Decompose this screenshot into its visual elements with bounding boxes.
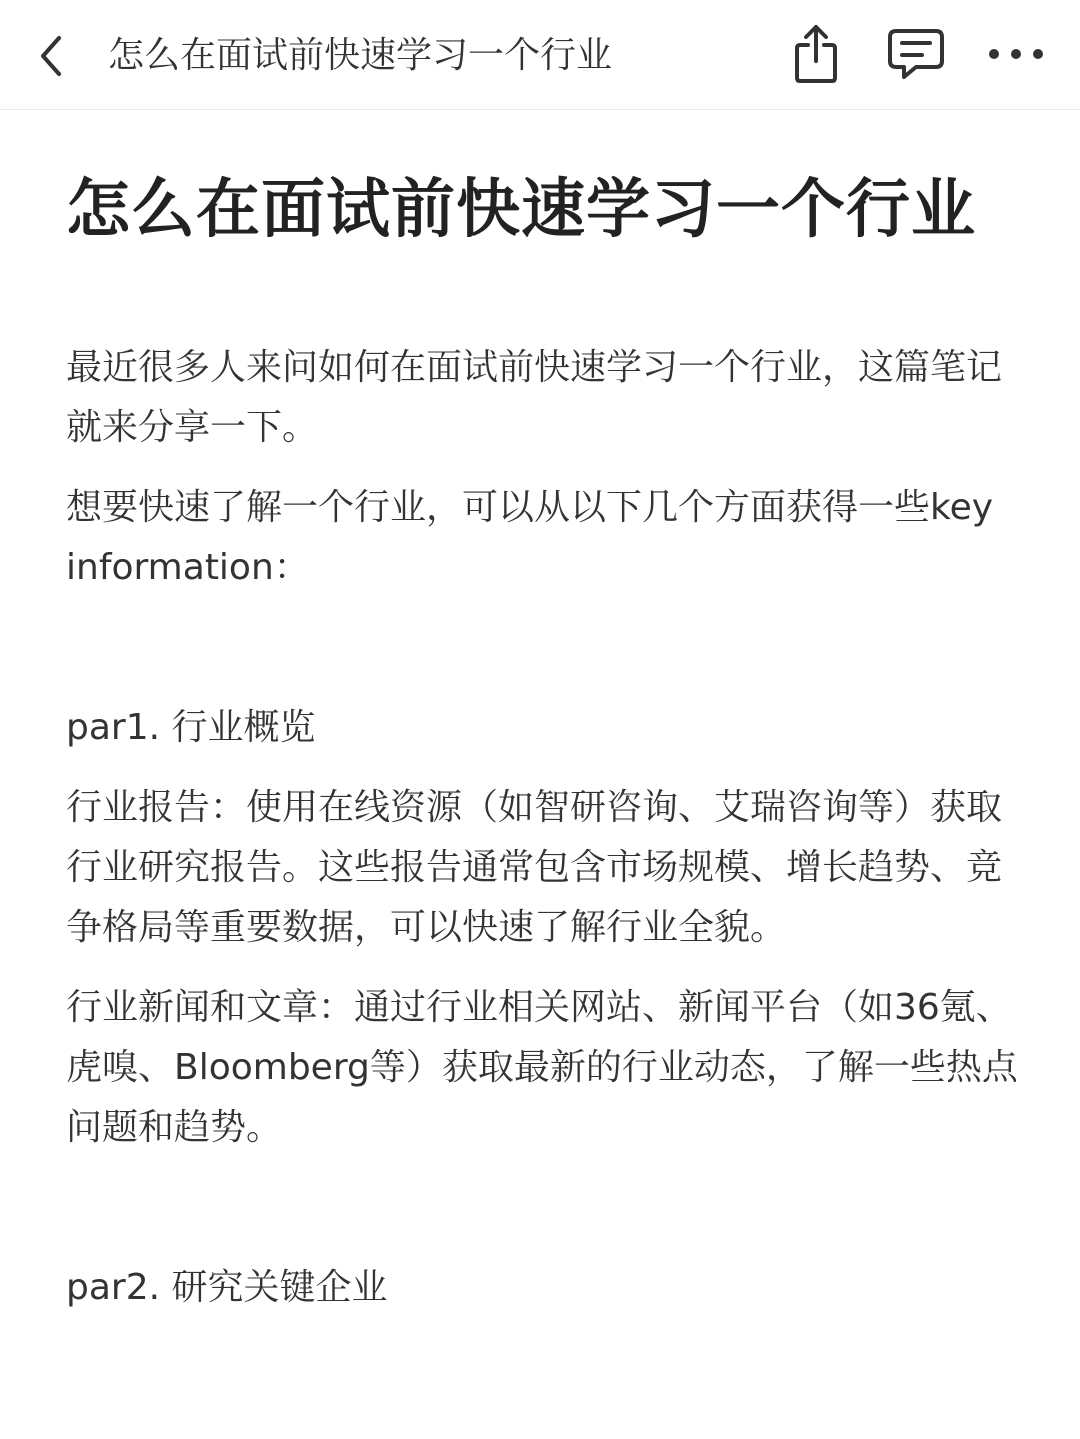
comment-icon: [886, 25, 946, 83]
nav-title: 怎么在面试前快速学习一个行业: [108, 35, 613, 76]
intro-paragraph: 最近很多人来问如何在面试前快速学习一个行业，这篇笔记就来分享一下。: [66, 347, 1003, 448]
section-paragraph: 行业报告：使用在线资源（如智研咨询、艾瑞咨询等）获取行业研究报告。这些报告通常包含市场规模、增长趋势、竞争格局等重要数据，可以快速了解行业全貌。: [66, 787, 1003, 948]
top-nav-bar: [0, 0, 1080, 110]
more-dots-icon: [986, 46, 1046, 62]
comment-button[interactable]: [884, 22, 948, 86]
article-title: 怎么在面试前快速学习一个行业: [66, 173, 976, 247]
section-paragraph: 行业新闻和文章：通过行业相关网站、新闻平台（如36氪、虎嗅、Bloomberg等）获取最新的行业动态，了解一些热点问题和趋势。: [66, 987, 1018, 1148]
more-button[interactable]: [984, 22, 1048, 86]
back-button[interactable]: [28, 30, 72, 82]
share-button[interactable]: [784, 22, 848, 86]
share-icon: [788, 23, 844, 85]
article-content: [66, 110, 1026, 1318]
section-heading: par2. 研究关键企业: [66, 1267, 388, 1308]
section-heading: par1. 行业概览: [66, 707, 316, 748]
chevron-left-icon: [35, 32, 65, 80]
lead-paragraph: 想要快速了解一个行业，可以从以下几个方面获得一些key information：: [66, 487, 994, 588]
